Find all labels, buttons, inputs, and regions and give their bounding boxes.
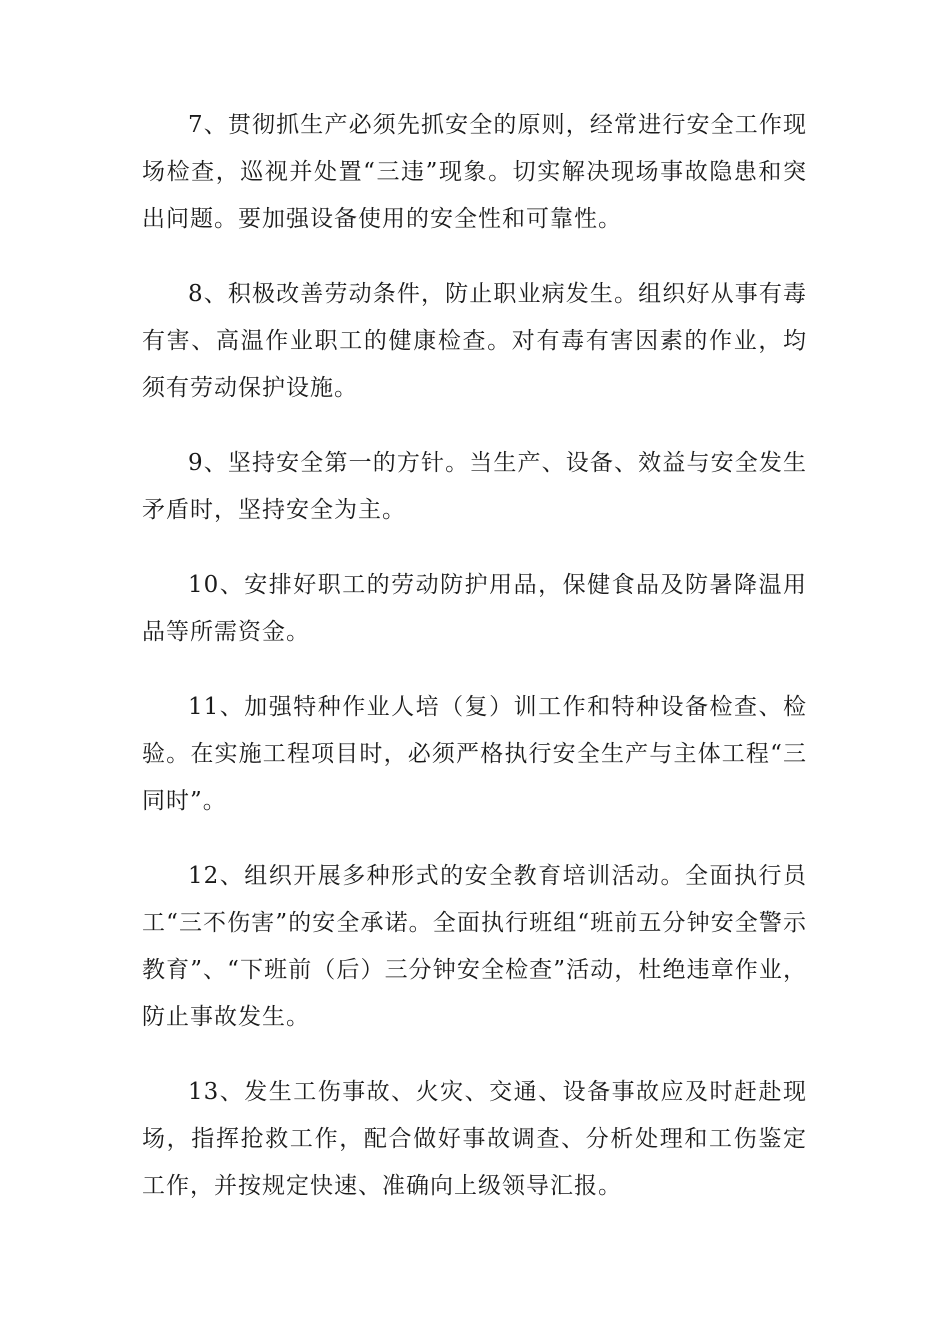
paragraph-item-7: 7、贯彻抓生产必须先抓安全的原则，经常进行安全工作现场检查，巡视并处置“三违”现象。切实解决现场事故隐患和突出问题。要加强设备使用的安全性和可靠性。	[142, 112, 807, 232]
paragraph-item-8: 8、积极改善劳动条件，防止职业病发生。组织好从事有毒有害、高温作业职工的健康检查。对有毒有害因素的作业，均须有劳动保护设施。	[142, 281, 807, 401]
paragraph-item-9: 9、坚持安全第一的方针。当生产、设备、效益与安全发生矛盾时，坚持安全为主。	[142, 450, 807, 523]
paragraph-item-13: 13、发生工伤事故、火灾、交通、设备事故应及时赶赴现场，指挥抢救工作，配合做好事故调查、分析处理和工伤鉴定工作，并按规定快速、准确向上级领导汇报。	[142, 1079, 807, 1199]
paragraph-item-10: 10、安排好职工的劳动防护用品，保健食品及防暑降温用品等所需资金。	[142, 572, 807, 645]
paragraph-item-12: 12、组织开展多种形式的安全教育培训活动。全面执行员工“三不伤害”的安全承诺。全面执行班组“班前五分钟安全警示教育”、“下班前（后）三分钟安全检查”活动，杜绝违章作业，防止事故发生。	[142, 863, 807, 1030]
document-body	[142, 102, 807, 1238]
paragraph-item-11: 11、加强特种作业人培（复）训工作和特种设备检查、检验。在实施工程项目时，必须严格执行安全生产与主体工程“三同时”。	[142, 694, 807, 814]
